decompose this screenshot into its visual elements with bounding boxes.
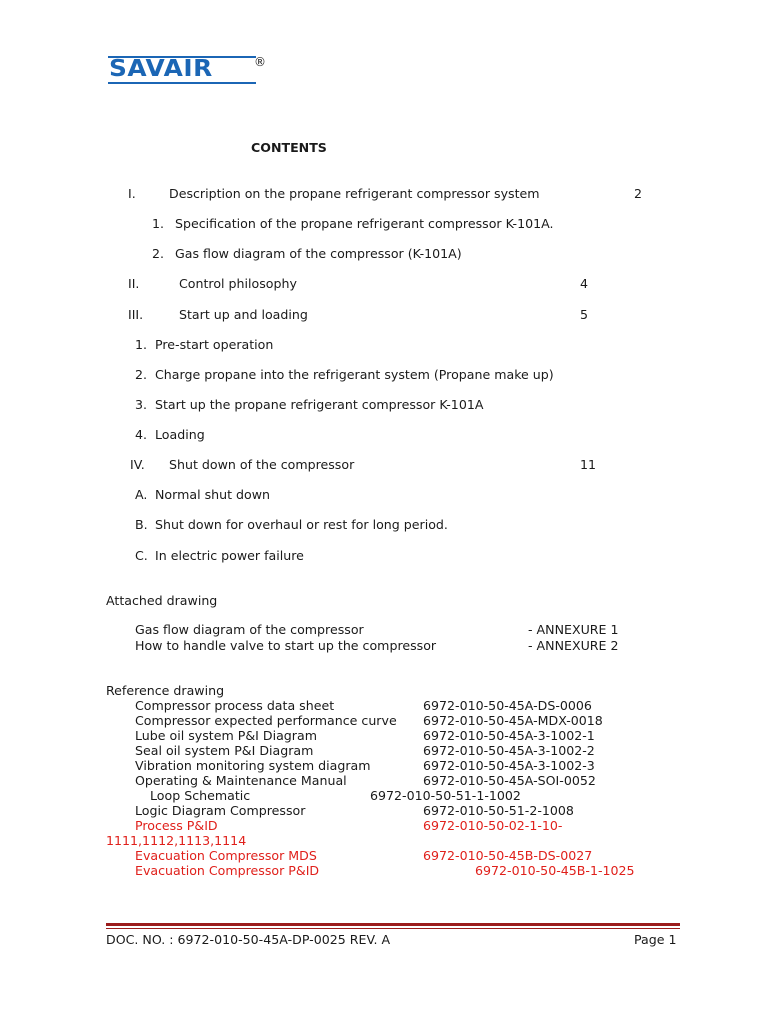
- toc-item-label: Gas flow diagram of the compressor (K-101A): [175, 246, 462, 261]
- toc-item-label: Normal shut down: [155, 487, 271, 502]
- footer-rule-thick: [106, 923, 680, 926]
- reference-item-label: Compressor process data sheet: [135, 698, 335, 713]
- reference-item-label: Seal oil system P&I Diagram: [135, 743, 314, 758]
- reference-drawing-title: Reference drawing: [106, 683, 225, 698]
- reference-item-ref: 6972-010-50-45A-DS-0006: [423, 698, 592, 713]
- toc-page: 2: [634, 186, 643, 201]
- reference-item-ref: 6972-010-50-45B-1-1025: [475, 863, 635, 878]
- toc-num: IV.: [130, 457, 145, 472]
- document-number: DOC. NO. : 6972-010-50-45A-DP-0025 REV. A: [106, 932, 391, 947]
- toc-item-label: Shut down for overhaul or rest for long period.: [155, 517, 448, 532]
- reference-item-ref: 6972-010-50-45A-3-1002-3: [423, 758, 595, 773]
- reference-item-ref: 6972-010-50-45A-3-1002-2: [423, 743, 595, 758]
- attached-item-ref: - ANNEXURE 1: [528, 622, 619, 637]
- toc-item-label: Charge propane into the refrigerant system (Propane make up): [155, 367, 554, 382]
- toc-item-label: Specification of the propane refrigerant compressor K-101A.: [175, 216, 554, 231]
- toc-num: C.: [135, 548, 148, 563]
- reference-item-label: Lube oil system P&I Diagram: [135, 728, 317, 743]
- toc-item-label: Pre-start operation: [155, 337, 274, 352]
- toc-item-label: Loading: [155, 427, 205, 442]
- toc-num: I.: [128, 186, 136, 201]
- reference-item-ref: 6972-010-50-45B-DS-0027: [423, 848, 593, 863]
- reference-item-ref: 6972-010-50-45A-MDX-0018: [423, 713, 603, 728]
- reference-item-ref: 6972-010-50-45A-SOI-0052: [423, 773, 596, 788]
- toc-item-label: Description on the propane refrigerant compressor system: [169, 186, 540, 201]
- attached-drawing-title: Attached drawing: [106, 593, 218, 608]
- toc-num: III.: [128, 307, 144, 322]
- toc-num: 4.: [135, 427, 148, 442]
- attached-item-label: How to handle valve to start up the compressor: [135, 638, 437, 653]
- reference-item-label: Evacuation Compressor P&ID: [135, 863, 320, 878]
- reference-item-label: Vibration monitoring system diagram: [135, 758, 371, 773]
- toc-num: 3.: [135, 397, 148, 412]
- reference-item-label: Loop Schematic: [150, 788, 251, 803]
- toc-num: II.: [128, 276, 140, 291]
- reference-item-label: Evacuation Compressor MDS: [135, 848, 317, 863]
- page-number: Page 1: [634, 932, 677, 947]
- toc-num: 2.: [135, 367, 148, 382]
- toc-num: A.: [135, 487, 148, 502]
- attached-item-label: Gas flow diagram of the compressor: [135, 622, 364, 637]
- reference-item-ref-continued: 1111,1112,1113,1114: [106, 833, 247, 848]
- toc-item-label: Control philosophy: [179, 276, 297, 291]
- reference-item-label: Logic Diagram Compressor: [135, 803, 306, 818]
- toc-num: 2.: [152, 246, 165, 261]
- toc-page: 11: [580, 457, 597, 472]
- logo-text: SAVAIR: [109, 56, 213, 82]
- toc-num: 1.: [152, 216, 165, 231]
- toc-item-label: Start up and loading: [179, 307, 308, 322]
- contents-title: CONTENTS: [251, 140, 327, 155]
- reference-item-ref: 6972-010-50-45A-3-1002-1: [423, 728, 595, 743]
- attached-item-ref: - ANNEXURE 2: [528, 638, 619, 653]
- toc-page: 5: [580, 307, 589, 322]
- reference-item-ref: 6972-010-50-51-1-1002: [370, 788, 521, 803]
- toc-page: 4: [580, 276, 589, 291]
- toc-item-label: In electric power failure: [155, 548, 304, 563]
- toc-num: B.: [135, 517, 148, 532]
- registered-mark: ®: [254, 55, 266, 69]
- savair-logo: [106, 52, 271, 88]
- toc-item-label: Shut down of the compressor: [169, 457, 355, 472]
- reference-item-label: Compressor expected performance curve: [135, 713, 397, 728]
- reference-item-ref: 6972-010-50-02-1-10-: [423, 818, 563, 833]
- reference-item-label: Process P&ID: [135, 818, 218, 833]
- footer-rule-thin: [106, 928, 680, 929]
- logo-bottom-line: [108, 82, 256, 84]
- toc-num: 1.: [135, 337, 148, 352]
- reference-item-label: Operating & Maintenance Manual: [135, 773, 347, 788]
- reference-item-ref: 6972-010-50-51-2-1008: [423, 803, 574, 818]
- toc-item-label: Start up the propane refrigerant compressor K-101A: [155, 397, 484, 412]
